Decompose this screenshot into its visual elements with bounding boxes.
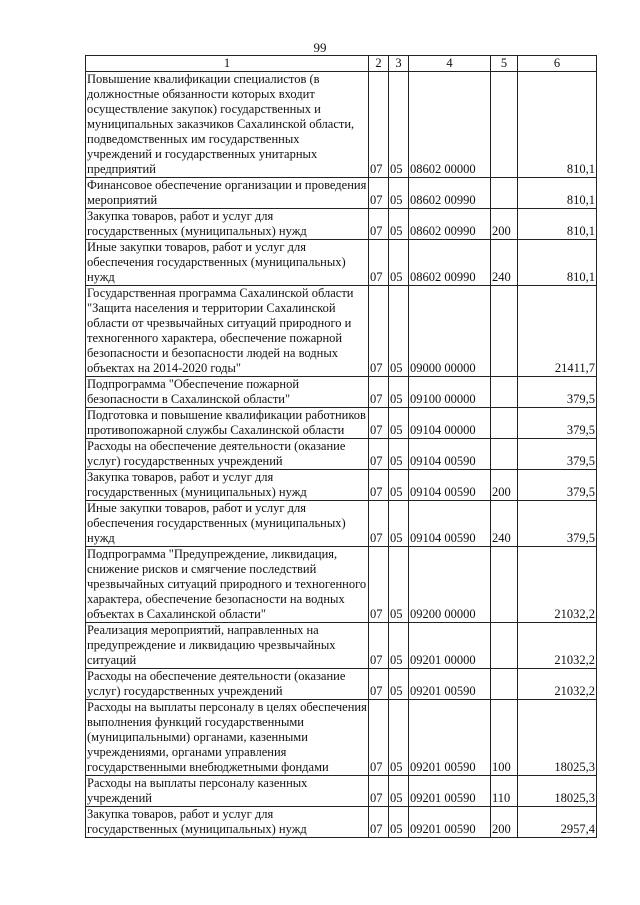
row-amount: 810,1	[518, 209, 597, 240]
row-expense-type: 240	[491, 240, 518, 286]
row-section: 07	[369, 286, 389, 377]
row-section: 07	[369, 408, 389, 439]
row-amount: 810,1	[518, 72, 597, 178]
row-expense-type	[491, 439, 518, 470]
row-expense-type	[491, 669, 518, 700]
row-expense-type	[491, 547, 518, 623]
row-expense-type: 100	[491, 700, 518, 776]
row-section: 07	[369, 700, 389, 776]
row-amount: 21411,7	[518, 286, 597, 377]
table-row	[86, 501, 597, 547]
table-row	[86, 178, 597, 209]
row-name: Расходы на обеспечение деятельности (оказание услуг) государственных учреждений	[86, 439, 369, 470]
row-name: Иные закупки товаров, работ и услуг для обеспечения государственных (муниципальных) нужд	[86, 501, 369, 547]
row-amount: 379,5	[518, 439, 597, 470]
row-expense-type	[491, 178, 518, 209]
row-amount: 18025,3	[518, 776, 597, 807]
row-section: 07	[369, 776, 389, 807]
header-cell: 2	[369, 56, 389, 72]
row-name: Подпрограмма "Обеспечение пожарной безопасности в Сахалинской области"	[86, 377, 369, 408]
row-target-item: 09200 00000	[409, 547, 491, 623]
row-amount: 21032,2	[518, 547, 597, 623]
table-row	[86, 776, 597, 807]
row-section: 07	[369, 209, 389, 240]
table-row	[86, 286, 597, 377]
row-subsection: 05	[389, 178, 409, 209]
row-expense-type: 240	[491, 501, 518, 547]
header-cell: 4	[409, 56, 491, 72]
row-amount: 810,1	[518, 240, 597, 286]
row-name: Расходы на выплаты персоналу в целях обеспечения выполнения функций государственными (муниципальными) органами, казенными учреждениями, органами управления государственными внебюджетными фондами	[87, 700, 367, 774]
row-target-item: 09201 00000	[409, 623, 491, 669]
row-name: Иные закупки товаров, работ и услуг для обеспечения государственных (муниципальных) нужд	[86, 240, 369, 286]
row-name: Подготовка и повышение квалификации работников противопожарной службы Сахалинской области	[86, 408, 369, 439]
row-name: Расходы на обеспечение деятельности (оказание услуг) государственных учреждений	[86, 669, 369, 700]
table-body	[86, 72, 597, 838]
row-section: 07	[369, 501, 389, 547]
row-name: Закупка товаров, работ и услуг для государственных (муниципальных) нужд	[86, 209, 369, 240]
table-row	[86, 623, 597, 669]
row-subsection: 05	[389, 408, 409, 439]
row-target-item: 09201 00590	[409, 776, 491, 807]
row-amount: 379,5	[518, 501, 597, 547]
row-expense-type: 200	[491, 470, 518, 501]
row-target-item: 08602 00000	[409, 72, 491, 178]
row-target-item: 09201 00590	[409, 807, 491, 838]
header-cell: 5	[491, 56, 518, 72]
row-name: Финансовое обеспечение организации и проведения мероприятий	[86, 178, 369, 209]
table-row	[86, 408, 597, 439]
row-amount: 379,5	[518, 470, 597, 501]
table-row	[86, 209, 597, 240]
row-subsection: 05	[389, 470, 409, 501]
row-target-item: 09104 00590	[409, 501, 491, 547]
row-subsection: 05	[389, 209, 409, 240]
row-expense-type	[491, 286, 518, 377]
table-row	[86, 807, 597, 838]
row-subsection: 05	[389, 623, 409, 669]
row-name: Повышение квалификации специалистов (в должностные обязанности которых входит осуществление закупок) государственных и муниципальных заказчиков Сахалинской области, подведомственных им государственных учреждений и государственных унитарных предприятий	[86, 72, 369, 178]
row-expense-type: 200	[491, 209, 518, 240]
row-expense-type: 200	[491, 807, 518, 838]
row-amount: 21032,2	[518, 669, 597, 700]
header-cell: 1	[86, 56, 369, 72]
row-name: Расходы на выплаты персоналу казенных учреждений	[86, 776, 369, 807]
table-row	[86, 470, 597, 501]
row-target-item: 09201 00590	[409, 700, 491, 776]
row-section: 07	[369, 669, 389, 700]
table-row	[86, 547, 597, 623]
row-expense-type	[491, 72, 518, 178]
row-subsection: 05	[389, 776, 409, 807]
row-target-item: 08602 00990	[409, 178, 491, 209]
row-expense-type	[491, 623, 518, 669]
row-section: 07	[369, 178, 389, 209]
row-target-item: 09104 00000	[409, 408, 491, 439]
row-subsection: 05	[389, 547, 409, 623]
row-section: 07	[369, 623, 389, 669]
row-target-item: 09000 00000	[409, 286, 491, 377]
row-name: Закупка товаров, работ и услуг для государственных (муниципальных) нужд	[86, 807, 369, 838]
budget-table	[85, 55, 597, 838]
row-target-item: 08602 00990	[409, 240, 491, 286]
row-subsection: 05	[389, 286, 409, 377]
row-section: 07	[369, 377, 389, 408]
row-subsection: 05	[389, 439, 409, 470]
row-subsection: 05	[389, 807, 409, 838]
table-header-row	[86, 56, 597, 72]
header-cell: 6	[518, 56, 597, 72]
row-subsection: 05	[389, 240, 409, 286]
row-target-item: 09104 00590	[409, 439, 491, 470]
row-section: 07	[369, 72, 389, 178]
row-subsection: 05	[389, 377, 409, 408]
table-row	[86, 439, 597, 470]
row-amount: 379,5	[518, 377, 597, 408]
row-subsection: 05	[389, 700, 409, 776]
row-section: 07	[369, 439, 389, 470]
row-name: Государственная программа Сахалинской области "Защита населения и территории Сахалинской области от чрезвычайных ситуаций природного и техногенного характера, обеспечение пожарной безопасности и безопасности людей на водных объектах на 2014-2020 годы"	[86, 286, 369, 377]
row-expense-type	[491, 377, 518, 408]
row-target-item: 09201 00590	[409, 669, 491, 700]
row-target-item: 09104 00590	[409, 470, 491, 501]
page-number: 99	[313, 40, 327, 55]
row-amount: 2957,4	[518, 807, 597, 838]
row-amount: 18025,3	[518, 700, 597, 776]
row-target-item: 09100 00000	[409, 377, 491, 408]
row-amount: 21032,2	[518, 623, 597, 669]
row-section: 07	[369, 547, 389, 623]
table-row	[86, 700, 597, 776]
row-expense-type	[491, 408, 518, 439]
row-amount: 379,5	[518, 408, 597, 439]
row-amount: 810,1	[518, 178, 597, 209]
row-section: 07	[369, 807, 389, 838]
row-section: 07	[369, 240, 389, 286]
row-subsection: 05	[389, 72, 409, 178]
row-target-item: 08602 00990	[409, 209, 491, 240]
row-name: Закупка товаров, работ и услуг для государственных (муниципальных) нужд	[86, 470, 369, 501]
row-subsection: 05	[389, 501, 409, 547]
row-name: Реализация мероприятий, направленных на предупреждение и ликвидацию чрезвычайных ситуаций	[86, 623, 369, 669]
header-cell: 3	[389, 56, 409, 72]
table-row	[86, 72, 597, 178]
table-row	[86, 240, 597, 286]
row-expense-type: 110	[491, 776, 518, 807]
row-section: 07	[369, 470, 389, 501]
table-row	[86, 669, 597, 700]
row-name: Подпрограмма "Предупреждение, ликвидация, снижение рисков и смягчение последствий чрезвычайных ситуаций природного и техногенного характера, обеспечение безопасности на водных объектах в Сахалинской области"	[86, 547, 369, 623]
table-row	[86, 377, 597, 408]
row-subsection: 05	[389, 669, 409, 700]
